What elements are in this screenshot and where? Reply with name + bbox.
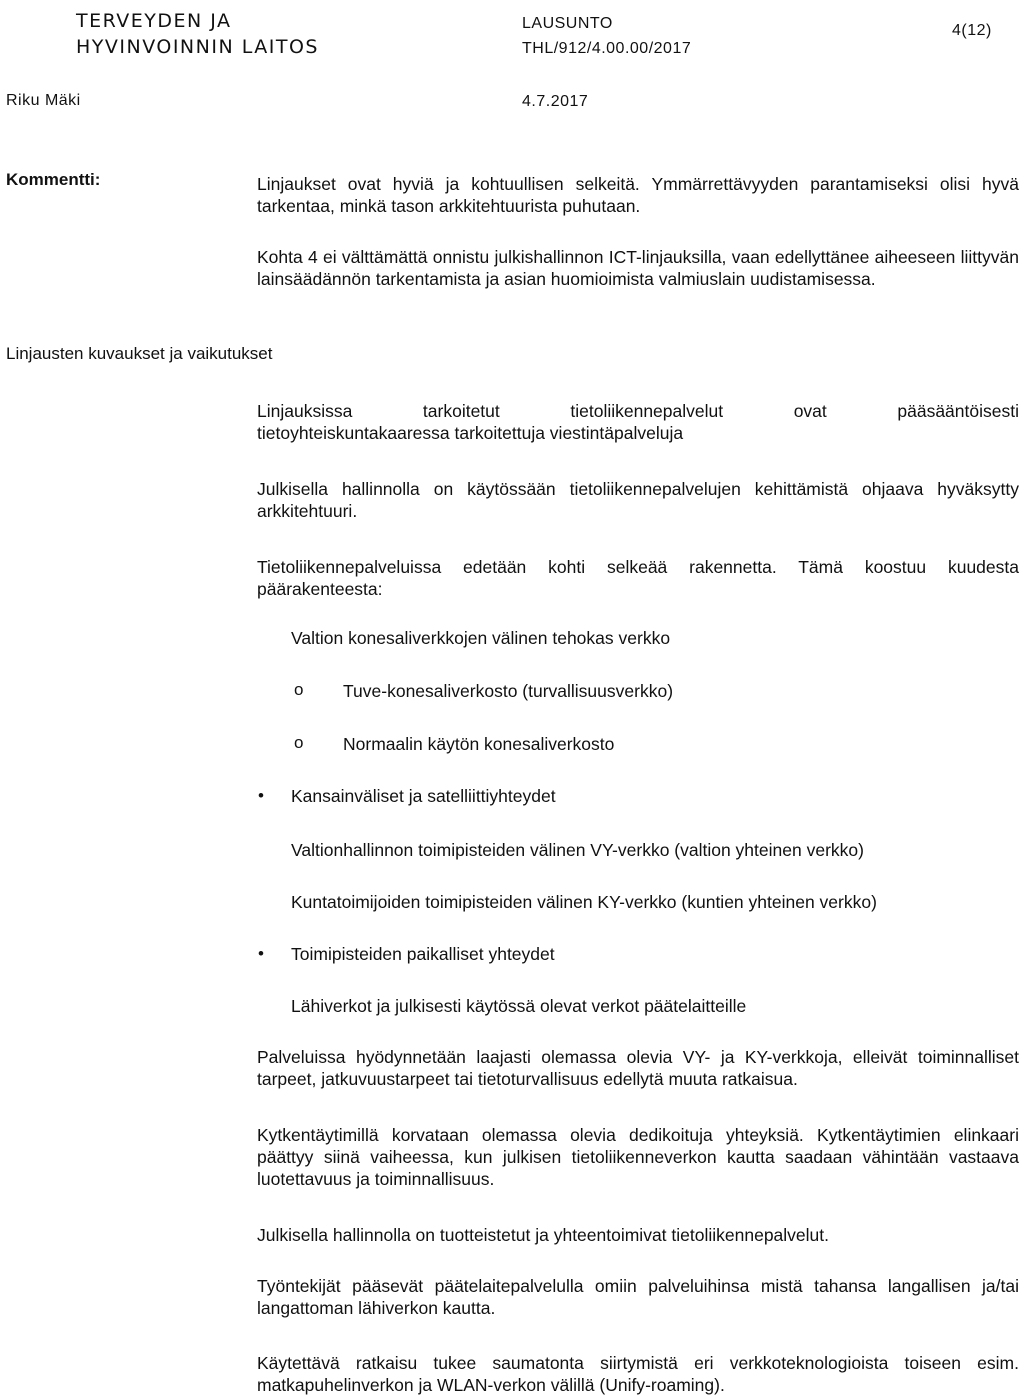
body-paragraph: tietoyhteiskuntakaaressa tarkoitettuja viestintäpalveluja	[257, 423, 684, 443]
comment-paragraph: Kohta 4 ei välttämättä onnistu julkishallinnon ICT-linjauksilla, vaan edellyttänee aiheeseen liittyvän lainsäädännön tarkentamista ja asian huomioimista valmiuslain uudistamisessa.	[257, 247, 1019, 289]
closing-paragraph: Kytkentäytimillä korvataan olemassa olevia dedikoituja yhteyksiä. Kytkentäytimien elinkaari päättyy siinä vaiheessa, kun julkisen tietoliikenneverkon kautta saadaan vähintään vastaava luotettavuus ja toiminnallisuus.	[257, 1125, 1019, 1189]
org-name-line2: HYVINVOINNIN LAITOS	[76, 36, 319, 58]
closing-paragraph: Käytettävä ratkaisu tukee saumatonta siirtymistä eri verkkoteknologioista toiseen esim. matkapuhelinverkon ja WLAN-verkon välillä (Unify-roaming).	[257, 1353, 1019, 1395]
body-paragraph: Tietoliikennepalveluissa edetään kohti selkeää rakennetta. Tämä koostuu kuudesta päärakenteesta:	[257, 557, 1019, 599]
body-paragraph: Linjauksissa tarkoitetut tietoliikennepalvelut ovat pääsääntöisesti	[257, 401, 1019, 421]
closing-paragraph: Palveluissa hyödynnetään laajasti olemassa olevia VY- ja KY-verkkoja, elleivät toiminnalliset tarpeet, jatkuvuustarpeet tai tietoturvallisuus edellytä muuta ratkaisua.	[257, 1047, 1019, 1089]
comment-label: Kommentti:	[6, 170, 101, 189]
descriptions-heading: Linjausten kuvaukset ja vaikutukset	[6, 344, 273, 363]
org-name-line1: TERVEYDEN JA	[76, 10, 232, 32]
closing-paragraph: Julkisella hallinnolla on tuotteistetut ja yhteentoimivat tietoliikennepalvelut.	[257, 1225, 830, 1245]
structure-item: Kuntatoimijoiden toimipisteiden välinen KY-verkko (kuntien yhteinen verkko)	[291, 892, 877, 912]
document-date: 4.7.2017	[522, 93, 589, 110]
structure-item: Lähiverkot ja julkisesti käytössä olevat verkot päätelaitteille	[291, 996, 747, 1016]
structure-item: Kansainväliset ja satelliittiyhteydet	[291, 786, 556, 806]
structure-item: Valtionhallinnon toimipisteiden välinen VY-verkko (valtion yhteinen verkko)	[291, 840, 864, 860]
closing-paragraph: Työntekijät pääsevät päätelaitepalvelulla omiin palveluihinsa mistä tahansa langallisen ja/tai langattoman lähiverkon kautta.	[257, 1276, 1019, 1318]
page-number: 4(12)	[952, 22, 992, 39]
structure-subitem: Tuve-konesaliverkosto (turvallisuusverkko)	[343, 681, 674, 701]
bullet-marker: •	[258, 944, 264, 963]
sub-bullet-marker: o	[294, 733, 304, 752]
structure-subitem: Normaalin käytön konesaliverkosto	[343, 734, 615, 754]
structure-item: Toimipisteiden paikalliset yhteydet	[291, 944, 555, 964]
body-paragraph: Julkisella hallinnolla on käytössään tietoliikennepalvelujen kehittämistä ohjaava hyväksytty arkkitehtuuri.	[257, 479, 1019, 521]
author-name: Riku Mäki	[6, 92, 81, 109]
document-type: LAUSUNTO	[522, 15, 613, 32]
bullet-marker: •	[258, 786, 264, 805]
sub-bullet-marker: o	[294, 680, 304, 699]
document-number: THL/912/4.00.00/2017	[522, 40, 692, 57]
comment-paragraph: Linjaukset ovat hyviä ja kohtuullisen selkeitä. Ymmärrettävyyden parantamiseksi olisi hyvä tarkentaa, minkä tason arkkitehtuurista puhutaan.	[257, 174, 1019, 216]
structure-item: Valtion konesaliverkkojen välinen tehokas verkko	[291, 628, 671, 648]
